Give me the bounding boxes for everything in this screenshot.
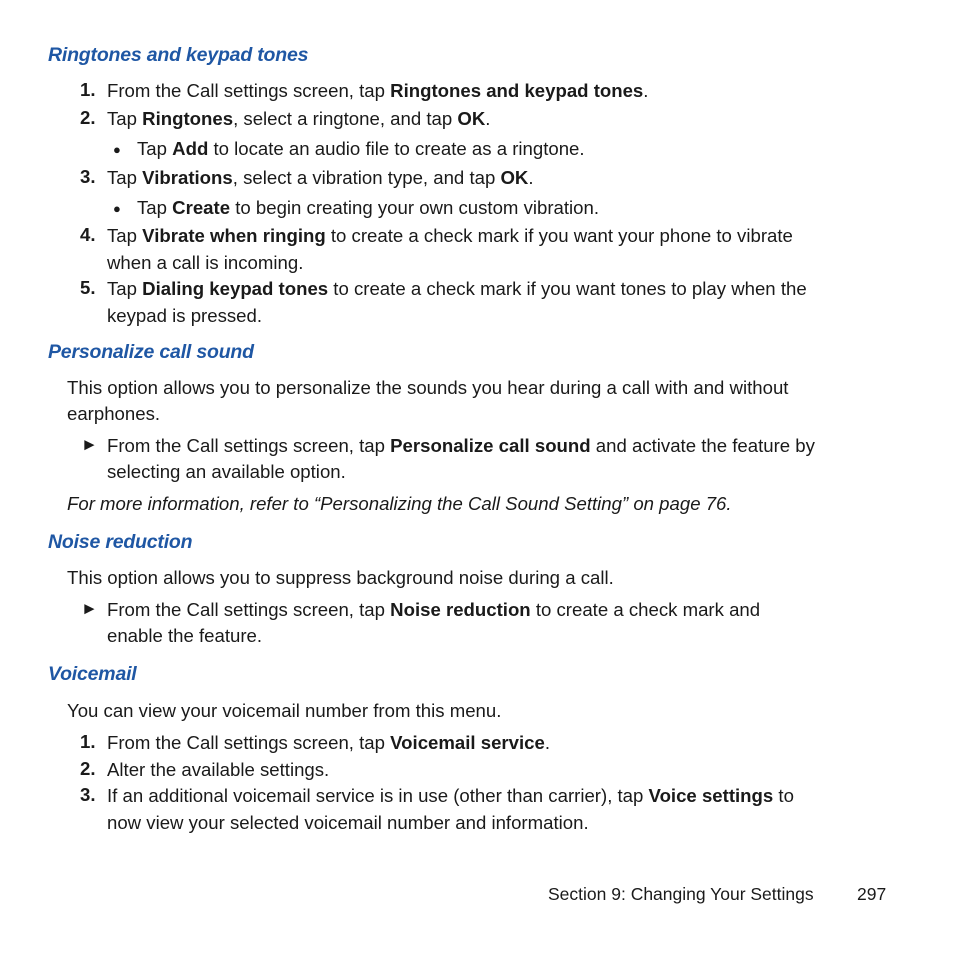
- bullet-text: Tap Create to begin creating your own custom vibration.: [137, 197, 600, 218]
- intro-text: This option allows you to suppress background noise during a call.: [67, 567, 614, 588]
- step-text: Tap Vibrate when ringing to create a check mark if you want your phone to vibrate: [107, 225, 793, 246]
- step-text: From the Call settings screen, tap Voicemail service.: [107, 732, 551, 753]
- page-number: 297: [857, 884, 887, 904]
- step-number: 1.: [80, 79, 96, 100]
- arrow-icon: ►: [81, 599, 98, 618]
- ui-term: Voice settings: [648, 785, 774, 806]
- step-text: Alter the available settings.: [107, 759, 330, 780]
- intro-text-continued: earphones.: [67, 403, 161, 424]
- step-text-continued: when a call is incoming.: [107, 252, 304, 273]
- action-text-continued: selecting an available option.: [107, 461, 346, 482]
- ui-term: Noise reduction: [390, 599, 531, 620]
- step-number: 4.: [80, 224, 96, 245]
- step-number: 3.: [80, 784, 96, 805]
- step-text-continued: now view your selected voicemail number and information.: [107, 812, 589, 833]
- action-text: From the Call settings screen, tap Personalize call sound and activate the feature by: [107, 435, 815, 456]
- bullet-icon: ●: [113, 201, 121, 216]
- intro-text: You can view your voicemail number from this menu.: [67, 700, 502, 721]
- ui-term: Create: [172, 197, 231, 218]
- ui-term: Add: [172, 138, 209, 159]
- footer-section-title: Section 9: Changing Your Settings: [548, 884, 814, 904]
- section-heading-noise: Noise reduction: [48, 531, 193, 553]
- ui-term: OK: [500, 167, 529, 188]
- section-heading-personalize: Personalize call sound: [48, 341, 254, 363]
- bullet-icon: ●: [113, 142, 121, 157]
- action-text: From the Call settings screen, tap Noise reduction to create a check mark and: [107, 599, 761, 620]
- cross-reference: For more information, refer to “Personalizing the Call Sound Setting” on page 76.: [67, 493, 732, 514]
- ui-term: Personalize call sound: [390, 435, 591, 456]
- step-number: 5.: [80, 277, 96, 298]
- section-heading-voicemail: Voicemail: [48, 663, 137, 685]
- step-number: 1.: [80, 731, 96, 752]
- section-heading-ringtones: Ringtones and keypad tones: [48, 44, 309, 66]
- step-text: If an additional voicemail service is in use (other than carrier), tap Voice settings to: [107, 785, 794, 806]
- step-text: Tap Vibrations, select a vibration type, and tap OK.: [107, 167, 534, 188]
- step-text: From the Call settings screen, tap Ringtones and keypad tones.: [107, 80, 649, 101]
- ui-term: OK: [457, 108, 486, 129]
- ui-term: Ringtones and keypad tones: [390, 80, 644, 101]
- ui-term: Ringtones: [142, 108, 234, 129]
- ui-term: Vibrations: [142, 167, 233, 188]
- ui-term: Voicemail service: [390, 732, 545, 753]
- intro-text: This option allows you to personalize the sounds you hear during a call with and without: [67, 377, 789, 398]
- ui-term: Dialing keypad tones: [142, 278, 329, 299]
- step-number: 2.: [80, 758, 96, 779]
- arrow-icon: ►: [81, 435, 98, 454]
- bullet-text: Tap Add to locate an audio file to create as a ringtone.: [137, 138, 585, 159]
- step-number: 3.: [80, 166, 96, 187]
- step-text: Tap Ringtones, select a ringtone, and tap OK.: [107, 108, 491, 129]
- step-text: Tap Dialing keypad tones to create a check mark if you want tones to play when the: [107, 278, 807, 299]
- step-text-continued: keypad is pressed.: [107, 305, 263, 326]
- action-text-continued: enable the feature.: [107, 625, 263, 646]
- step-number: 2.: [80, 107, 96, 128]
- ui-term: Vibrate when ringing: [142, 225, 326, 246]
